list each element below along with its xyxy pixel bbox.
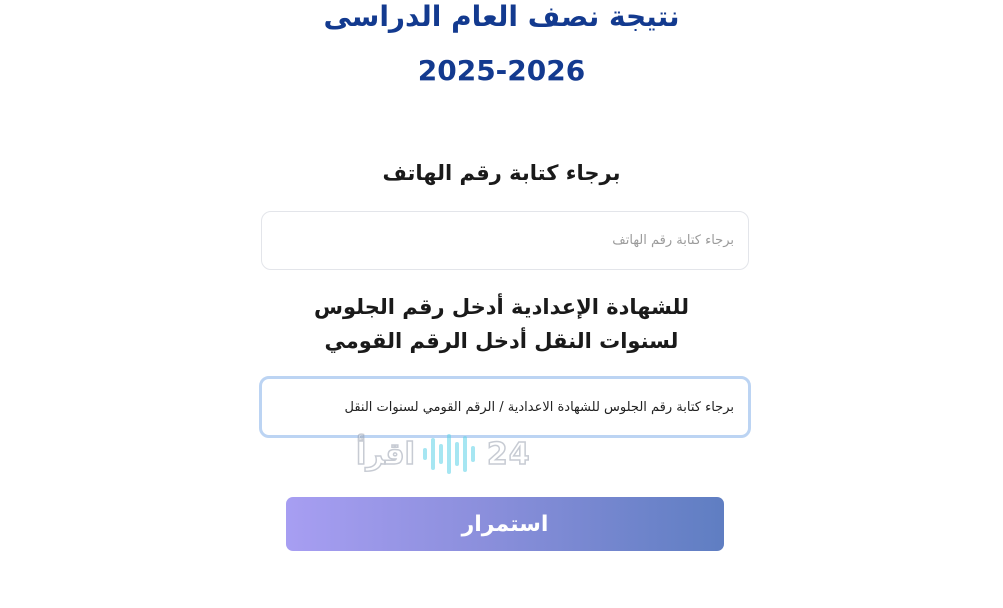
seat-number-input[interactable] xyxy=(259,376,751,438)
phone-input[interactable] xyxy=(261,211,749,270)
seat-number-label: للشهادة الإعدادية أدخل رقم الجلوس xyxy=(314,295,689,319)
phone-label: برجاء كتابة رقم الهاتف xyxy=(382,161,621,185)
academic-year: 2025-2026 xyxy=(417,54,586,87)
watermark-text-left: اقرأ xyxy=(356,436,415,472)
national-id-label: لسنوات النقل أدخل الرقم القومي xyxy=(324,329,679,353)
watermark-logo xyxy=(356,430,556,478)
sound-wave-icon xyxy=(421,432,481,476)
page-title: نتيجة نصف العام الدراسى xyxy=(323,0,680,33)
continue-button[interactable]: استمرار xyxy=(286,497,724,551)
watermark-text-right: 24 xyxy=(486,436,531,472)
